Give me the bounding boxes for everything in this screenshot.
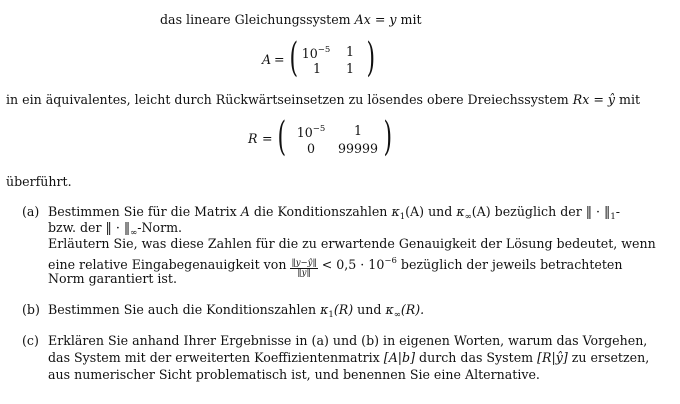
matrix-a-r2c1: 1 [312, 61, 321, 76]
matrix-r-r1c2: 1 [353, 123, 362, 138]
item-c-line2: das System mit der erweiterten Koeffizientenmatrix [A|b] durch das System [R|ŷ] zu ersetzen, [48, 350, 650, 365]
matrix-r [244, 114, 404, 160]
matrix-r-equals: = [262, 131, 273, 146]
item-b-line: Bestimmen Sie auch die Konditionszahlen $\kappa_1(R)$ und $\kappa_\infty(R)$. [48, 302, 425, 320]
matrix-a-name: A [262, 52, 272, 67]
matrix-a-left-paren: ( [289, 35, 299, 81]
middle-equation: Rx = ŷ [572, 92, 616, 107]
matrix-a-r1c1: $10^{-5}$ [301, 45, 331, 61]
intro-text: das lineare Gleichungssystem [160, 12, 351, 27]
matrix-a-r2c2: 1 [345, 61, 354, 76]
item-a-line2: bzw. der ‖ · $‖_\infty$-Norm. [48, 220, 183, 238]
matrix-a-equals: = [274, 52, 285, 67]
matrix-a-right-paren: ) [366, 35, 376, 81]
matrix-r-r2c1: 0 [306, 141, 315, 156]
after-text: überführt. [6, 174, 72, 189]
intro-end: mit [400, 12, 422, 27]
matrix-a [258, 35, 388, 81]
item-a-line1: Bestimmen Sie für die Matrix A die Konditionszahlen $\kappa_1(A)$ und $\kappa_\infty(A)$ bezüglich der ‖ · $‖_1-$ [48, 204, 621, 222]
item-a-line5: Norm garantiert ist. [48, 271, 177, 286]
item-c-line1: Erklären Sie anhand Ihrer Ergebnisse in (a) und (b) in eigenen Worten, warum das Vorgehen, [48, 333, 648, 348]
matrix-a-r1c2: 1 [345, 44, 354, 59]
item-a-line3: Erläutern Sie, was diese Zahlen für die zu erwartende Genauigkeit der Lösung bedeutet, wenn [48, 236, 656, 251]
error-fraction: $\frac{‖y-ŷ‖}{‖y‖}$ [291, 258, 317, 278]
matrix-r-left-paren: ( [277, 114, 287, 160]
middle-text: in ein äquivalentes, leicht durch Rückwärtseinsetzen zu lösendes obere Dreiechssystem [6, 92, 569, 107]
item-a-line4: eine relative Eingabegenauigkeit von $\frac{‖y-ŷ‖}{‖y‖}$ < $0,5 \cdot 10^{-6}$ bezüglich der jeweils betrachteten [48, 256, 623, 278]
item-c-line3: aus numerischer Sicht problematisch ist, und benennen Sie eine Alternative. [48, 367, 540, 382]
matrix-r-right-paren: ) [383, 114, 393, 160]
middle-line [6, 92, 640, 108]
matrix-r-r1c1: $10^{-5}$ [296, 124, 326, 140]
item-c-label: (c) [22, 333, 39, 348]
intro-equation: Ax = y [354, 12, 397, 27]
middle-end: mit [619, 92, 641, 107]
item-a-label: (a) [22, 204, 40, 219]
item-b-label: (b) [22, 302, 40, 317]
matrix-r-r2c2: 99999 [338, 141, 379, 156]
matrix-r-name: R [248, 131, 258, 146]
intro-line [160, 12, 422, 28]
